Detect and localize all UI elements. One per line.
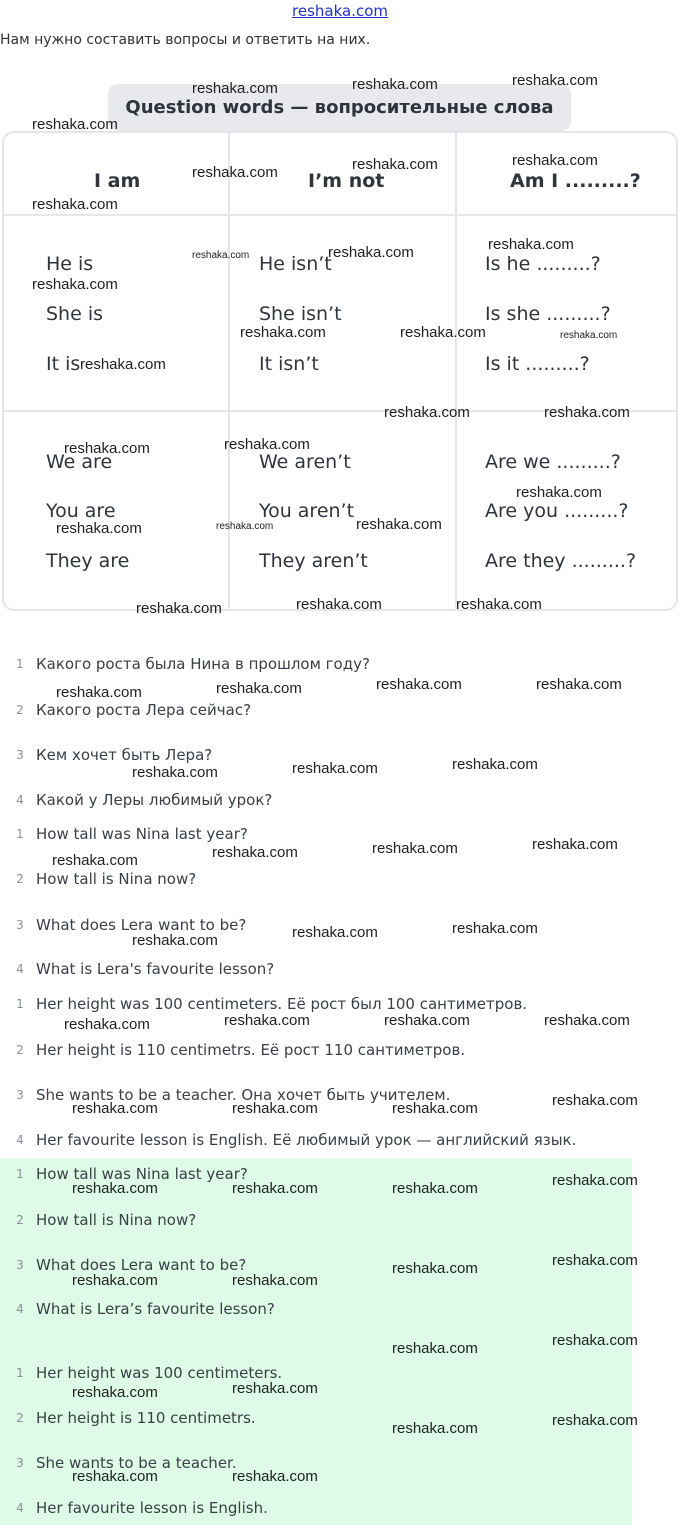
- list-item: How tall is Nina now?: [36, 1211, 197, 1229]
- watermark: reshaka.com: [216, 680, 302, 697]
- list-item: How tall was Nina last year?: [36, 1165, 248, 1183]
- watermark: reshaka.com: [532, 836, 618, 853]
- list-item: Her height was 100 centimeters. Её рост был 100 сантиметров.: [36, 995, 528, 1013]
- watermark: reshaka.com: [216, 521, 274, 532]
- list-item: Какой у Леры любимый урок?: [36, 791, 273, 809]
- item-number: 3: [16, 1258, 24, 1272]
- watermark: reshaka.com: [232, 1180, 318, 1197]
- table-title: Question words — вопросительные слова: [108, 84, 571, 131]
- watermark: reshaka.com: [212, 844, 298, 861]
- watermark: reshaka.com: [516, 484, 602, 501]
- item-number: 1: [16, 827, 24, 841]
- watermark: reshaka.com: [552, 1092, 638, 1109]
- item-number: 4: [16, 793, 24, 807]
- table-cell: Is it .........?: [485, 353, 590, 375]
- watermark: reshaka.com: [452, 756, 538, 773]
- watermark: reshaka.com: [352, 156, 438, 173]
- watermark: reshaka.com: [64, 440, 150, 457]
- watermark: reshaka.com: [488, 236, 574, 253]
- watermark: reshaka.com: [32, 196, 118, 213]
- item-number: 2: [16, 872, 24, 886]
- watermark: reshaka.com: [72, 1100, 158, 1117]
- table-cell: They aren’t: [259, 550, 368, 572]
- watermark: reshaka.com: [72, 1468, 158, 1485]
- watermark: reshaka.com: [552, 1172, 638, 1189]
- list-item: How tall was Nina last year?: [36, 825, 248, 843]
- watermark: reshaka.com: [544, 404, 630, 421]
- watermark: reshaka.com: [192, 250, 250, 261]
- watermark: reshaka.com: [72, 1384, 158, 1401]
- item-number: 4: [16, 962, 24, 976]
- item-number: 3: [16, 918, 24, 932]
- watermark: reshaka.com: [232, 1468, 318, 1485]
- watermark: reshaka.com: [372, 840, 458, 857]
- list-item: Her height is 110 centimetrs.: [36, 1409, 256, 1427]
- site-link[interactable]: reshaka.com: [292, 2, 388, 20]
- column-divider: [228, 133, 230, 609]
- watermark: reshaka.com: [56, 520, 142, 537]
- watermark: reshaka.com: [72, 1180, 158, 1197]
- item-number: 1: [16, 1167, 24, 1181]
- item-number: 2: [16, 703, 24, 717]
- watermark: reshaka.com: [552, 1332, 638, 1349]
- watermark: reshaka.com: [400, 324, 486, 341]
- table-cell: Are we .........?: [485, 451, 621, 473]
- watermark: reshaka.com: [232, 1272, 318, 1289]
- watermark: reshaka.com: [376, 676, 462, 693]
- item-number: 1: [16, 1366, 24, 1380]
- table-cell: You are: [46, 500, 116, 522]
- table-cell: She isn’t: [259, 303, 342, 325]
- column-divider: [455, 133, 457, 609]
- list-item: She wants to be a teacher.: [36, 1454, 237, 1472]
- table-cell: Is she .........?: [485, 303, 611, 325]
- table-cell: It is: [46, 353, 81, 375]
- watermark: reshaka.com: [292, 760, 378, 777]
- watermark: reshaka.com: [452, 920, 538, 937]
- list-item: Her height is 110 centimetrs. Её рост 110 сантиметров.: [36, 1041, 466, 1059]
- list-item: What is Lera's favourite lesson?: [36, 960, 275, 978]
- watermark: reshaka.com: [224, 1012, 310, 1029]
- item-number: 1: [16, 997, 24, 1011]
- watermark: reshaka.com: [512, 152, 598, 169]
- list-item: What does Lera want to be?: [36, 916, 247, 934]
- item-number: 3: [16, 1456, 24, 1470]
- watermark: reshaka.com: [512, 72, 598, 89]
- item-number: 1: [16, 657, 24, 671]
- list-item: Her height was 100 centimeters.: [36, 1364, 283, 1382]
- row-divider: [4, 214, 676, 216]
- watermark: reshaka.com: [356, 516, 442, 533]
- watermark: reshaka.com: [192, 164, 278, 181]
- item-number: 3: [16, 1088, 24, 1102]
- table-cell: Am I .........?: [510, 170, 641, 192]
- list-item: How tall is Nina now?: [36, 870, 197, 888]
- watermark: reshaka.com: [392, 1260, 478, 1277]
- item-number: 2: [16, 1411, 24, 1425]
- watermark: reshaka.com: [384, 1012, 470, 1029]
- watermark: reshaka.com: [132, 764, 218, 781]
- table-cell: They are: [46, 550, 130, 572]
- watermark: reshaka.com: [232, 1100, 318, 1117]
- list-item: Какого роста Лера сейчас?: [36, 701, 252, 719]
- table-cell: We are: [46, 451, 113, 473]
- watermark: reshaka.com: [80, 356, 166, 373]
- watermark: reshaka.com: [392, 1180, 478, 1197]
- watermark: reshaka.com: [552, 1252, 638, 1269]
- table-cell: I am: [94, 170, 141, 192]
- table-cell: It isn’t: [259, 353, 319, 375]
- item-number: 2: [16, 1213, 24, 1227]
- table-cell: We aren’t: [259, 451, 351, 473]
- watermark: reshaka.com: [560, 330, 618, 341]
- watermark: reshaka.com: [392, 1420, 478, 1437]
- item-number: 4: [16, 1302, 24, 1316]
- list-item: What is Lera’s favourite lesson?: [36, 1300, 275, 1318]
- watermark: reshaka.com: [328, 244, 414, 261]
- watermark: reshaka.com: [292, 924, 378, 941]
- watermark: reshaka.com: [224, 436, 310, 453]
- table-cell: He isn’t: [259, 253, 332, 275]
- watermark: reshaka.com: [136, 600, 222, 617]
- item-number: 4: [16, 1501, 24, 1515]
- watermark: reshaka.com: [392, 1340, 478, 1357]
- watermark: reshaka.com: [52, 852, 138, 869]
- watermark: reshaka.com: [232, 1380, 318, 1397]
- table-cell: I’m not: [308, 170, 385, 192]
- watermark: reshaka.com: [132, 932, 218, 949]
- watermark: reshaka.com: [72, 1272, 158, 1289]
- watermark: reshaka.com: [192, 80, 278, 97]
- watermark: reshaka.com: [552, 1412, 638, 1429]
- table-cell: Are you .........?: [485, 500, 629, 522]
- table-cell: Is he .........?: [485, 253, 601, 275]
- watermark: reshaka.com: [56, 684, 142, 701]
- watermark: reshaka.com: [392, 1100, 478, 1117]
- table-cell: Are they .........?: [485, 550, 637, 572]
- list-item: Her favourite lesson is English.: [36, 1499, 268, 1517]
- watermark: reshaka.com: [384, 404, 470, 421]
- watermark: reshaka.com: [32, 276, 118, 293]
- watermark: reshaka.com: [456, 596, 542, 613]
- watermark: reshaka.com: [296, 596, 382, 613]
- list-item: What does Lera want to be?: [36, 1256, 247, 1274]
- watermark: reshaka.com: [64, 1016, 150, 1033]
- watermark: reshaka.com: [544, 1012, 630, 1029]
- list-item: Кем хочет быть Лера?: [36, 746, 213, 764]
- list-item: Her favourite lesson is English. Её любимый урок — английский язык.: [36, 1131, 577, 1149]
- watermark: reshaka.com: [32, 116, 118, 133]
- item-number: 2: [16, 1043, 24, 1057]
- table-cell: She is: [46, 303, 104, 325]
- table-cell: He is: [46, 253, 94, 275]
- watermark: reshaka.com: [352, 76, 438, 93]
- table-cell: You aren’t: [259, 500, 355, 522]
- list-item: Какого роста была Нина в прошлом году?: [36, 655, 370, 673]
- item-number: 3: [16, 748, 24, 762]
- item-number: 4: [16, 1133, 24, 1147]
- intro-text: Нам нужно составить вопросы и ответить на них.: [0, 32, 371, 48]
- watermark: reshaka.com: [536, 676, 622, 693]
- list-item: She wants to be a teacher. Она хочет быть учителем.: [36, 1086, 451, 1104]
- watermark: reshaka.com: [240, 324, 326, 341]
